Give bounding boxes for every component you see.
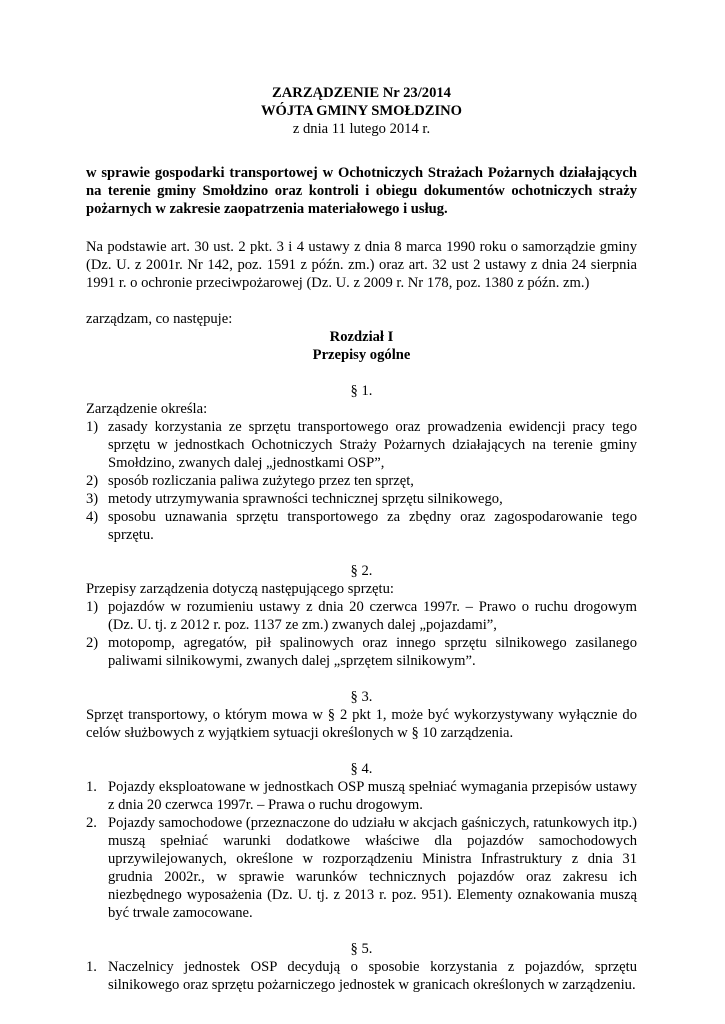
list-item-number: 1) [86,599,99,615]
list-item-text: motopomp, agregatów, pił spalinowych oraz innego sprzętu silnikowego zasilanego paliwami silnikowymi, zwanych dalej „sprzętem silnikowym”. [108,635,637,669]
list-item [86,490,637,508]
section-2-list [86,598,637,670]
section-5-list [86,958,637,994]
list-item-number: 3) [86,491,99,507]
list-item [86,508,637,544]
list-item-text: pojazdów w rozumieniu ustawy z dnia 20 czerwca 1997r. – Prawo o ruchu drogowym (Dz. U. tj. z 2012 r. poz. 1137 ze zm.) zwanych dalej „pojazdami”, [108,599,637,633]
list-item [86,472,637,490]
ordinance-number: ZARZĄDZENIE Nr 23/2014 [272,85,451,101]
list-item-number: 2) [86,473,99,489]
section-3-mark: § 3. [350,689,373,705]
chapter-title: Rozdział I [329,329,394,345]
list-item [86,634,637,670]
section-1-list [86,418,637,544]
ordinance-subject: w sprawie gospodarki transportowej w Ochotniczych Strażach Pożarnych działających na terenie gminy Smołdzino oraz kontroli i obiegu dokumentów ochotniczych straży pożarnych w zakresie zaopatrzenia materiałowego i usług. [86,165,637,217]
list-item [86,418,637,472]
list-item-text: Pojazdy samochodowe (przeznaczone do udziału w akcjach gaśniczych, ratunkowych itp.) muszą spełniać warunki dodatkowe właściwe dla pojazdów samochodowych uprzywilejowanych, określone w rozporządzeniu Ministra Infrastruktury z dnia 31 grudnia 2002r., w sprawie warunków technicznych pojazdów oraz zakresu ich niezbędnego wyposażenia (Dz. U. tj. z 2013 r. poz. 951). Elementy oznakowania muszą być trwale zamocowane. [108,815,637,921]
legal-basis: Na podstawie art. 30 ust. 2 pkt. 3 i 4 ustawy z dnia 8 marca 1990 roku o samorządzie gminy (Dz. U. z 2001r. Nr 142, poz. 1591 z późn. zm.) oraz art. 32 ust 2 ustawy z dnia 24 sierpnia 1991 r. o ochronie przeciwpożarowej (Dz. U. z 2009 r. Nr 178, poz. 1380 z późn. zm.) [86,239,637,291]
list-item-text: sposób rozliczania paliwa zużytego przez ten sprzęt, [108,473,414,489]
section-5-mark: § 5. [350,941,373,957]
section-2-mark: § 2. [350,563,373,579]
section-1-lead: Zarządzenie określa: [86,401,208,417]
list-item-text: Naczelnicy jednostek OSP decydują o sposobie korzystania z pojazdów, sprzętu silnikowego oraz sprzętu pożarniczego jednostek w granicach określonych w zarządzeniu. [108,959,637,993]
issuer: WÓJTA GMINY SMOŁDZINO [260,103,463,119]
section-4-list [86,778,637,922]
issue-date: z dnia 11 lutego 2014 r. [292,121,431,137]
list-item-number: 2) [86,635,99,651]
list-item-text: metody utrzymywania sprawności technicznej sprzętu silnikowego, [108,491,503,507]
document-header [86,84,637,120]
chapter-subtitle: Przepisy ogólne [312,347,411,363]
section-2-lead: Przepisy zarządzenia dotyczą następującego sprzętu: [86,581,394,597]
section-3-text: Sprzęt transportowy, o którym mowa w § 2 pkt 1, może być wykorzystywany wyłącznie do celów służbowych z wyjątkiem sytuacji określonych w § 10 zarządzenia. [86,707,637,741]
list-item-number: 1. [86,959,97,975]
ordinance-intro: zarządzam, co następuje: [86,311,233,327]
list-item [86,598,637,634]
list-item-number: 1. [86,779,97,795]
list-item-number: 1) [86,419,99,435]
section-1-mark: § 1. [350,383,373,399]
list-item [86,814,637,922]
list-item-text: sposobu uznawania sprzętu transportowego za zbędny oraz zagospodarowanie tego sprzętu. [108,509,637,543]
list-item [86,958,637,994]
list-item [86,778,637,814]
list-item-text: Pojazdy eksploatowane w jednostkach OSP muszą spełniać wymagania przepisów ustawy z dnia 20 czerwca 1997r. – Prawa o ruchu drogowym. [108,779,637,813]
section-4-mark: § 4. [350,761,373,777]
list-item-text: zasady korzystania ze sprzętu transportowego oraz prowadzenia ewidencji pracy tego sprzętu w jednostkach Ochotniczych Straży Pożarnych działających na terenie gminy Smołdzino, zwanych dalej „jednostkami OSP”, [108,419,637,471]
list-item-number: 2. [86,815,97,831]
list-item-number: 4) [86,509,99,525]
